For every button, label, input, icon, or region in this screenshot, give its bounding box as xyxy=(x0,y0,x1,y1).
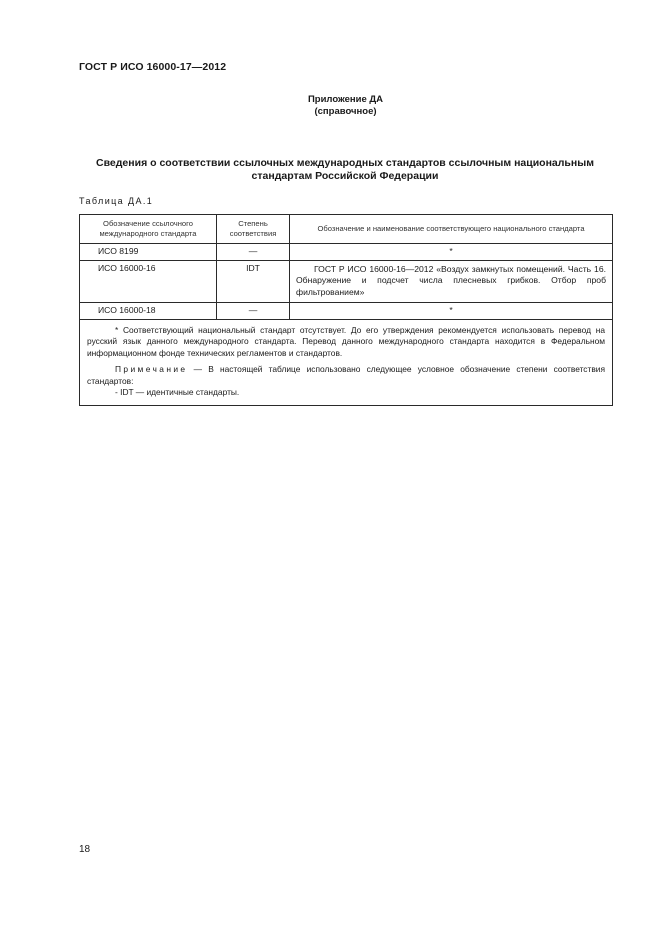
header-national-standard: Обозначение и наименование соответствующего национального стандарта xyxy=(290,215,613,244)
correspondence-table xyxy=(79,214,613,406)
header-international-standard: Обозначение ссылочного международного стандарта xyxy=(80,215,217,244)
cell-national: * xyxy=(290,244,613,261)
header-degree: Степень соответствия xyxy=(217,215,290,244)
note-item: - IDT — идентичные стандарты. xyxy=(115,387,240,397)
cell-standard: ИСО 16000-16 xyxy=(80,260,217,303)
table-row xyxy=(80,244,613,261)
appendix-block xyxy=(0,94,661,118)
page-number: 18 xyxy=(79,844,91,855)
cell-standard: ИСО 8199 xyxy=(80,244,217,261)
note-label: Примечание xyxy=(115,364,188,374)
cell-national: ГОСТ Р ИСО 16000-16—2012 «Воздух замкнутых помещений. Часть 16. Обнаружение и подсчет числа плесневых грибков. Отбор проб фильтрованием» xyxy=(290,260,613,303)
table-label: Таблица ДА.1 xyxy=(79,196,154,206)
table-header-row xyxy=(80,215,613,244)
section-heading: Сведения о соответствии ссылочных международных стандартов ссылочным национальным стандартам Российской Федерации xyxy=(96,157,594,182)
note-text: — В настоящей таблице использовано следующее условное обозначение степени соответствия стандартов: xyxy=(87,364,605,386)
document-code: ГОСТ Р ИСО 16000-17—2012 xyxy=(79,61,227,73)
table-row xyxy=(80,303,613,320)
cell-degree: — xyxy=(217,244,290,261)
table-notes-row xyxy=(80,319,613,405)
table-notes xyxy=(80,319,613,405)
footnote-text: * Соответствующий национальный стандарт отсутствует. До его утверждения рекомендуется использовать перевод на русский язык данного международного стандарта. Перевод данного международного стандарта находится в Федеральном информационном фонде технических регламентов и стандартов. xyxy=(87,324,605,358)
table-row xyxy=(80,260,613,303)
cell-degree: IDT xyxy=(217,260,290,303)
note-paragraph xyxy=(87,364,605,387)
appendix-title: Приложение ДА xyxy=(307,94,384,105)
cell-national: * xyxy=(290,303,613,320)
appendix-subtitle: (справочное) xyxy=(314,106,377,117)
cell-standard: ИСО 16000-18 xyxy=(80,303,217,320)
cell-degree: — xyxy=(217,303,290,320)
